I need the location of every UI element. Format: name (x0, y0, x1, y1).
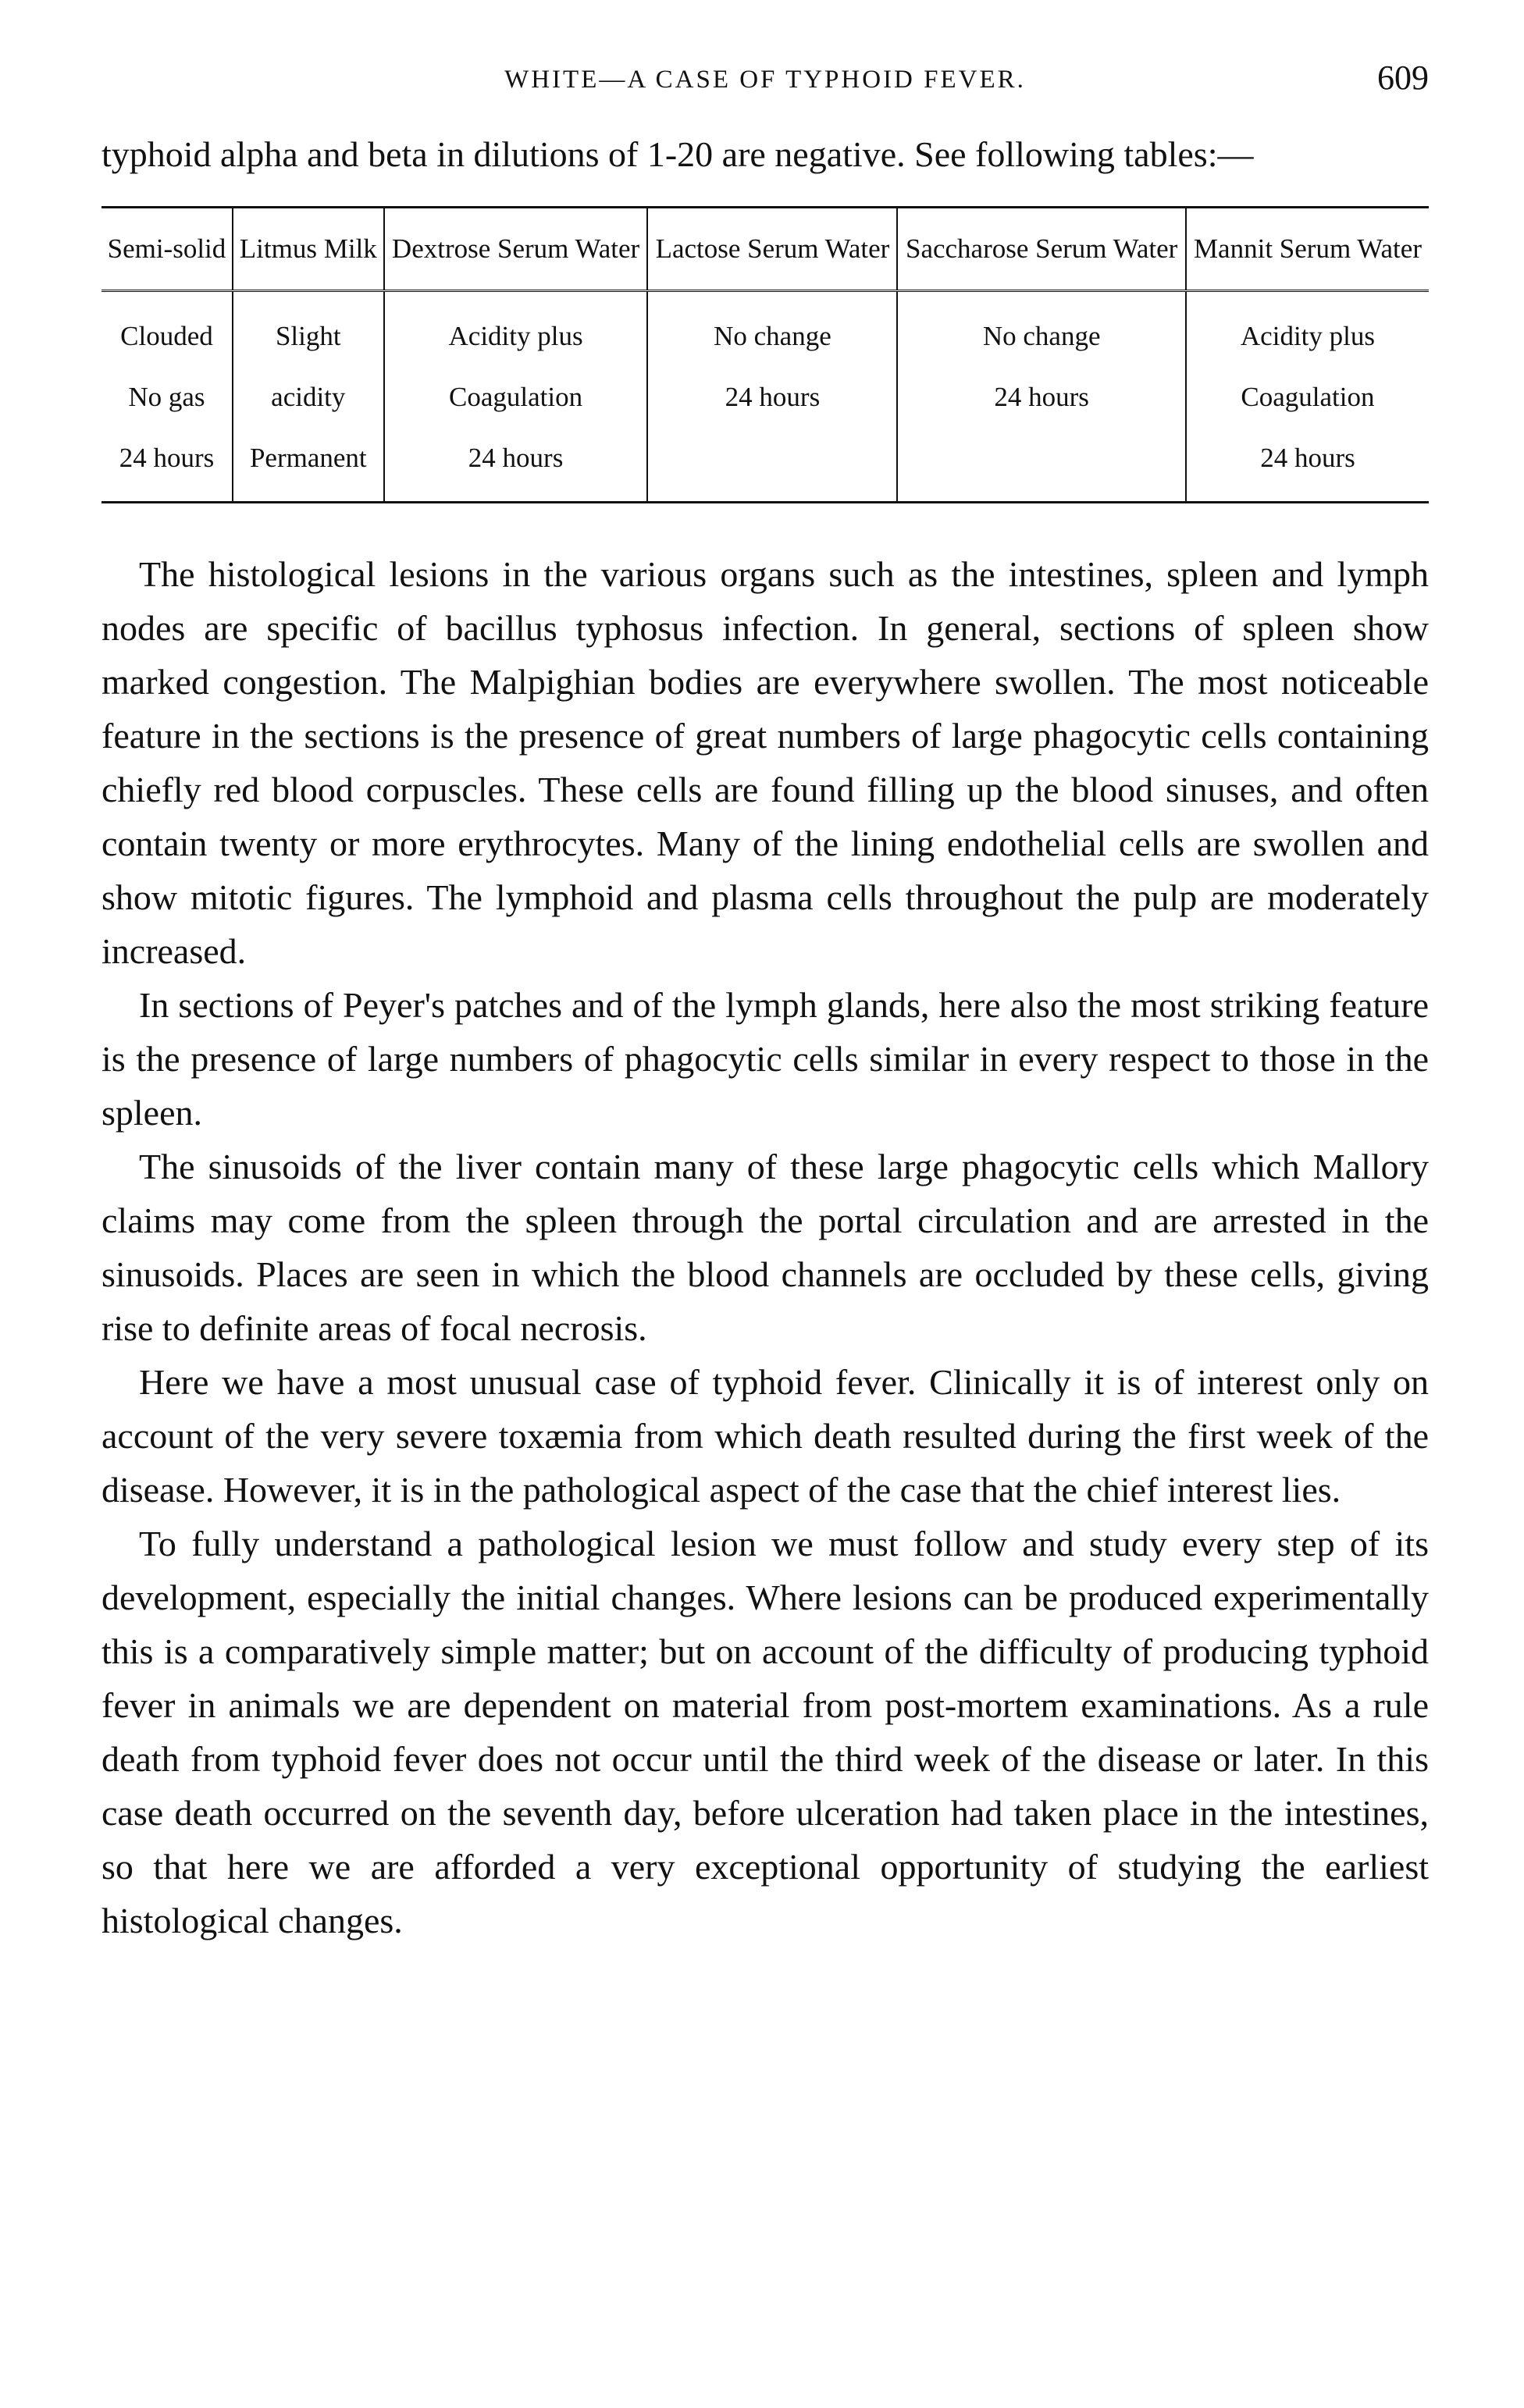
table-cell: Acidity plus (1186, 291, 1429, 368)
table-row (101, 291, 1429, 368)
table-cell: 24 hours (897, 367, 1185, 428)
table-row (101, 367, 1429, 428)
table-cell: Coagulation (384, 367, 648, 428)
page (101, 55, 1429, 1947)
culture-results-table (101, 206, 1429, 503)
col-header-semi-solid: Semi-solid (101, 208, 233, 291)
table-cell (647, 428, 897, 503)
table-cell: Slight (233, 291, 384, 368)
body-text (101, 547, 1429, 1947)
col-header-dextrose: Dextrose Serum Water (384, 208, 648, 291)
paragraph-histology: The histological lesions in the various organs such as the intestines, spleen and lymph nodes are specific of bacillus typhosus infection. In general, sections of spleen show marked congestion. The Malpighian bodies are everywhere swollen. The most noticeable feature in the sections is the presence of great numbers of large phagocytic cells containing chiefly red blood corpuscles. These cells are found filling up the blood sinuses, and often contain twenty or more erythrocytes. Many of the lining endothelial cells are swollen and show mitotic figures. The lymphoid and plasma cells throughout the pulp are moderately increased. (101, 554, 1429, 971)
paragraph-peyers-patches: In sections of Peyer's patches and of the lymph glands, here also the most striking feature is the presence of large numbers of phagocytic cells similar in every respect to those in the spleen. (101, 985, 1429, 1133)
page-number: 609 (1377, 59, 1429, 97)
table-cell: Permanent (233, 428, 384, 503)
table-cell: 24 hours (384, 428, 648, 503)
paragraph-pathology: To fully understand a pathological lesion we must follow and study every step of its development, especially the initial changes. Where lesions can be produced experimentally this is a comparatively simple matter; but on account of the difficulty of producing typhoid fever in animals we are dependent on material from post-mortem examinations. As a rule death from typhoid fever does not occur until the third week of the disease or later. In this case death occurred on the seventh day, before ulceration had taken place in the intestines, so that here we are afforded a very exceptional opportunity of studying the earliest histological changes. (101, 1524, 1429, 1940)
table-cell: No gas (128, 382, 205, 412)
col-header-lactose: Lactose Serum Water (647, 208, 897, 291)
table-cell: No change (647, 291, 897, 368)
col-header-saccharose: Saccharose Serum Water (897, 208, 1185, 291)
table-cell: 24 hours (647, 367, 897, 428)
table-cell (897, 428, 1185, 503)
table-cell: 24 hours (1186, 428, 1429, 503)
table-cell: 24 hours (119, 443, 215, 473)
intro-text: typhoid alpha and beta in dilutions of 1-20 are negative. See following tables:— (101, 134, 1254, 174)
table-cell: Acidity plus (384, 291, 648, 368)
table-header-row (101, 208, 1429, 291)
table-cell: acidity (233, 367, 384, 428)
running-title: WHITE—A CASE OF TYPHOID FEVER. (504, 66, 1026, 94)
table-cell: Clouded (120, 321, 213, 351)
col-header-mannit: Mannit Serum Water (1186, 208, 1429, 291)
paragraph-liver: The sinusoids of the liver contain many of these large phagocytic cells which Mallory claims may come from the spleen through the portal circulation and are arrested in the sinusoids. Places are seen in which the blood channels are occluded by these cells, giving rise to definite areas of focal necrosis. (101, 1147, 1429, 1348)
col-header-litmus-milk: Litmus Milk (233, 208, 384, 291)
table-row (101, 428, 1429, 503)
table-cell: Coagulation (1186, 367, 1429, 428)
paragraph-case-summary: Here we have a most unusual case of typhoid fever. Clinically it is of interest only on account of the very severe toxæmia from which death resulted during the first week of the disease. However, it is in the pathological aspect of the case that the chief interest lies. (101, 1362, 1429, 1510)
running-head (101, 55, 1429, 109)
table-cell: No change (897, 291, 1185, 368)
